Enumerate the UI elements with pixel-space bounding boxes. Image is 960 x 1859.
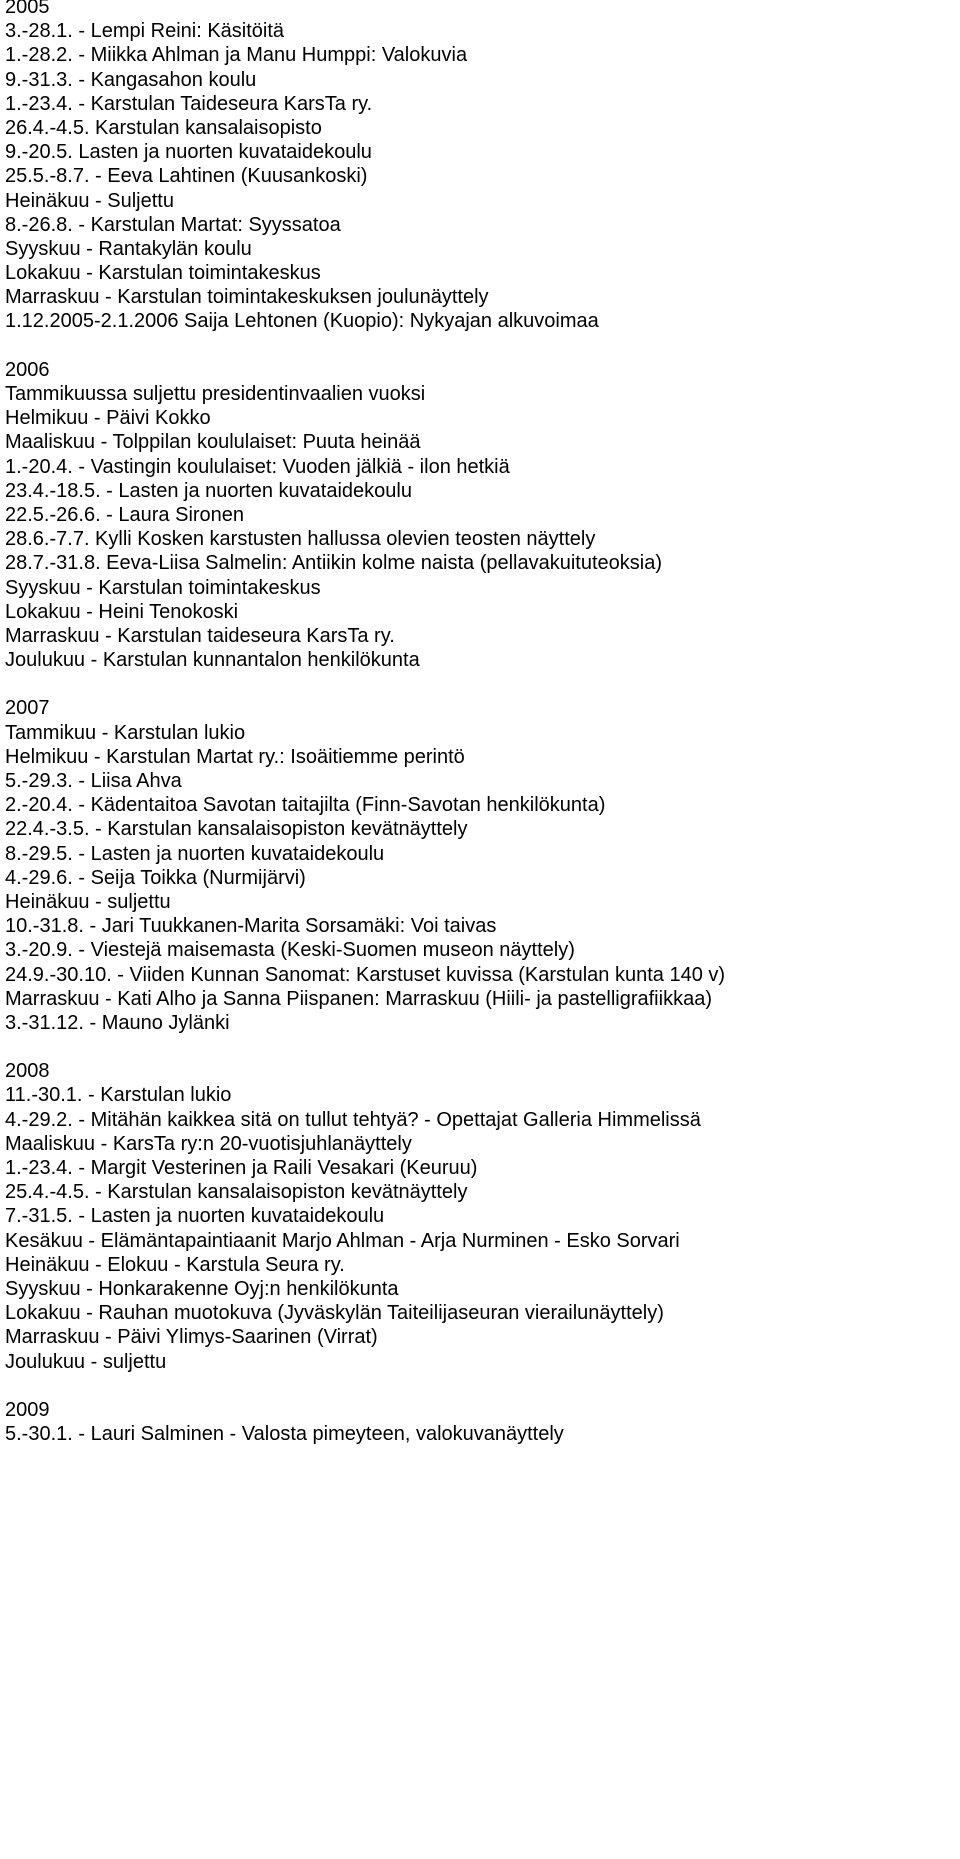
list-item: 7.-31.5. - Lasten ja nuorten kuvataidekoulu [5, 1205, 385, 1228]
list-item: 1.-20.4. - Vastingin koululaiset: Vuoden jälkiä - ilon hetkiä [5, 455, 510, 478]
list-item: Syyskuu - Karstulan toimintakeskus [5, 576, 321, 599]
list-item: Marraskuu - Kati Alho ja Sanna Piispanen: Marraskuu (Hiili- ja pastelligrafiikkaa) [5, 987, 712, 1010]
year-heading-2005: 2005 [5, 0, 50, 18]
list-item: Heinäkuu - suljettu [5, 890, 171, 913]
list-item: Maaliskuu - KarsTa ry:n 20-vuotisjuhlanäyttely [5, 1132, 412, 1155]
list-item: 4.-29.6. - Seija Toikka (Nurmijärvi) [5, 866, 306, 889]
section-spacer [5, 672, 960, 696]
list-item: 4.-29.2. - Mitähän kaikkea sitä on tullut tehtyä? - Opettajat Galleria Himmelissä [5, 1108, 701, 1131]
list-item: Lokakuu - Karstulan toimintakeskus [5, 262, 321, 285]
list-item: 8.-29.5. - Lasten ja nuorten kuvataidekoulu [5, 842, 385, 865]
year-heading-2006: 2006 [5, 358, 50, 381]
list-item: 26.4.-4.5. Karstulan kansalaisopisto [5, 116, 322, 139]
list-item: Marraskuu - Päivi Ylimys-Saarinen (Virrat) [5, 1326, 378, 1349]
list-item: 11.-30.1. - Karstulan lukio [5, 1084, 232, 1107]
list-item: 28.7.-31.8. Eeva-Liisa Salmelin: Antiikin kolme naista (pellavakuituteoksia) [5, 552, 663, 575]
list-item: Joulukuu - Karstulan kunnantalon henkilökunta [5, 649, 420, 672]
list-item: Tammikuussa suljettu presidentinvaalien vuoksi [5, 383, 426, 405]
list-item: Syyskuu - Honkarakenne Oyj:n henkilökunta [5, 1277, 399, 1300]
list-item: 1.-23.4. - Karstulan Taideseura KarsTa ry. [5, 92, 373, 115]
list-item: Syyskuu - Rantakylän koulu [5, 237, 252, 260]
list-item: 23.4.-18.5. - Lasten ja nuorten kuvataidekoulu [5, 479, 412, 502]
list-item: 3.-28.1. - Lempi Reini: Käsitöitä [5, 20, 285, 43]
list-item: 25.5.-8.7. - Eeva Lahtinen (Kuusankoski) [5, 165, 368, 188]
list-item: Heinäkuu - Elokuu - Karstula Seura ry. [5, 1253, 345, 1276]
list-item: 25.4.-4.5. - Karstulan kansalaisopiston kevätnäyttely [5, 1181, 468, 1204]
list-item: Helmikuu - Karstulan Martat ry.: Isoäitiemme perintö [5, 745, 465, 768]
section-spacer [5, 1374, 960, 1398]
list-item: Marraskuu - Karstulan taideseura KarsTa ry. [5, 624, 395, 647]
list-item: Kesäkuu - Elämäntapaintiaanit Marjo Ahlman - Arja Nurminen - Esko Sorvari [5, 1229, 680, 1252]
list-item: 1.12.2005-2.1.2006 Saija Lehtonen (Kuopio): Nykyajan alkuvoimaa [5, 310, 599, 333]
list-item: 1.-28.2. - Miikka Ahlman ja Manu Humppi: Valokuvia [5, 44, 468, 67]
list-item: Lokakuu - Heini Tenokoski [5, 600, 239, 623]
section-spacer [5, 1035, 960, 1059]
list-item: 3.-31.12. - Mauno Jylänki [5, 1011, 230, 1034]
list-item: Heinäkuu - Suljettu [5, 189, 174, 212]
year-heading-2008: 2008 [5, 1060, 50, 1083]
list-item: 3.-20.9. - Viestejä maisemasta (Keski-Suomen museon näyttely) [5, 939, 575, 962]
list-item: 28.6.-7.7. Kylli Kosken karstusten hallussa olevien teosten näyttely [5, 528, 596, 551]
year-heading-2009: 2009 [5, 1398, 50, 1421]
list-item: Tammikuu - Karstulan lukio [5, 721, 246, 744]
list-item: 5.-29.3. - Liisa Ahva [5, 770, 182, 792]
section-spacer [5, 334, 960, 358]
list-item: Maaliskuu - Tolppilan koululaiset: Puuta heinää [5, 431, 421, 454]
exhibition-list-document [5, 0, 960, 1446]
list-item: 1.-23.4. - Margit Vesterinen ja Raili Vesakari (Keuruu) [5, 1157, 478, 1179]
list-item: 22.4.-3.5. - Karstulan kansalaisopiston kevätnäyttely [5, 818, 468, 841]
list-item: 9.-31.3. - Kangasahon koulu [5, 68, 257, 91]
list-item: Marraskuu - Karstulan toimintakeskuksen joulunäyttely [5, 286, 489, 309]
list-item: 2.-20.4. - Kädentaitoa Savotan taitajilta (Finn-Savotan henkilökunta) [5, 794, 606, 817]
list-item: 9.-20.5. Lasten ja nuorten kuvataidekoulu [5, 141, 372, 164]
list-item: 8.-26.8. - Karstulan Martat: Syyssatoa [5, 213, 341, 236]
year-heading-2007: 2007 [5, 697, 50, 720]
list-item: 5.-30.1. - Lauri Salminen - Valosta pimeyteen, valokuvanäyttely [5, 1423, 564, 1446]
list-item: Lokakuu - Rauhan muotokuva (Jyväskylän Taiteilijaseuran vierailunäyttely) [5, 1302, 664, 1325]
list-item: Helmikuu - Päivi Kokko [5, 407, 211, 430]
list-item: Joulukuu - suljettu [5, 1350, 167, 1373]
list-item: 22.5.-26.6. - Laura Sironen [5, 503, 245, 526]
list-item: 24.9.-30.10. - Viiden Kunnan Sanomat: Karstuset kuvissa (Karstulan kunta 140 v) [5, 963, 726, 986]
list-item: 10.-31.8. - Jari Tuukkanen-Marita Sorsamäki: Voi taivas [5, 915, 497, 938]
